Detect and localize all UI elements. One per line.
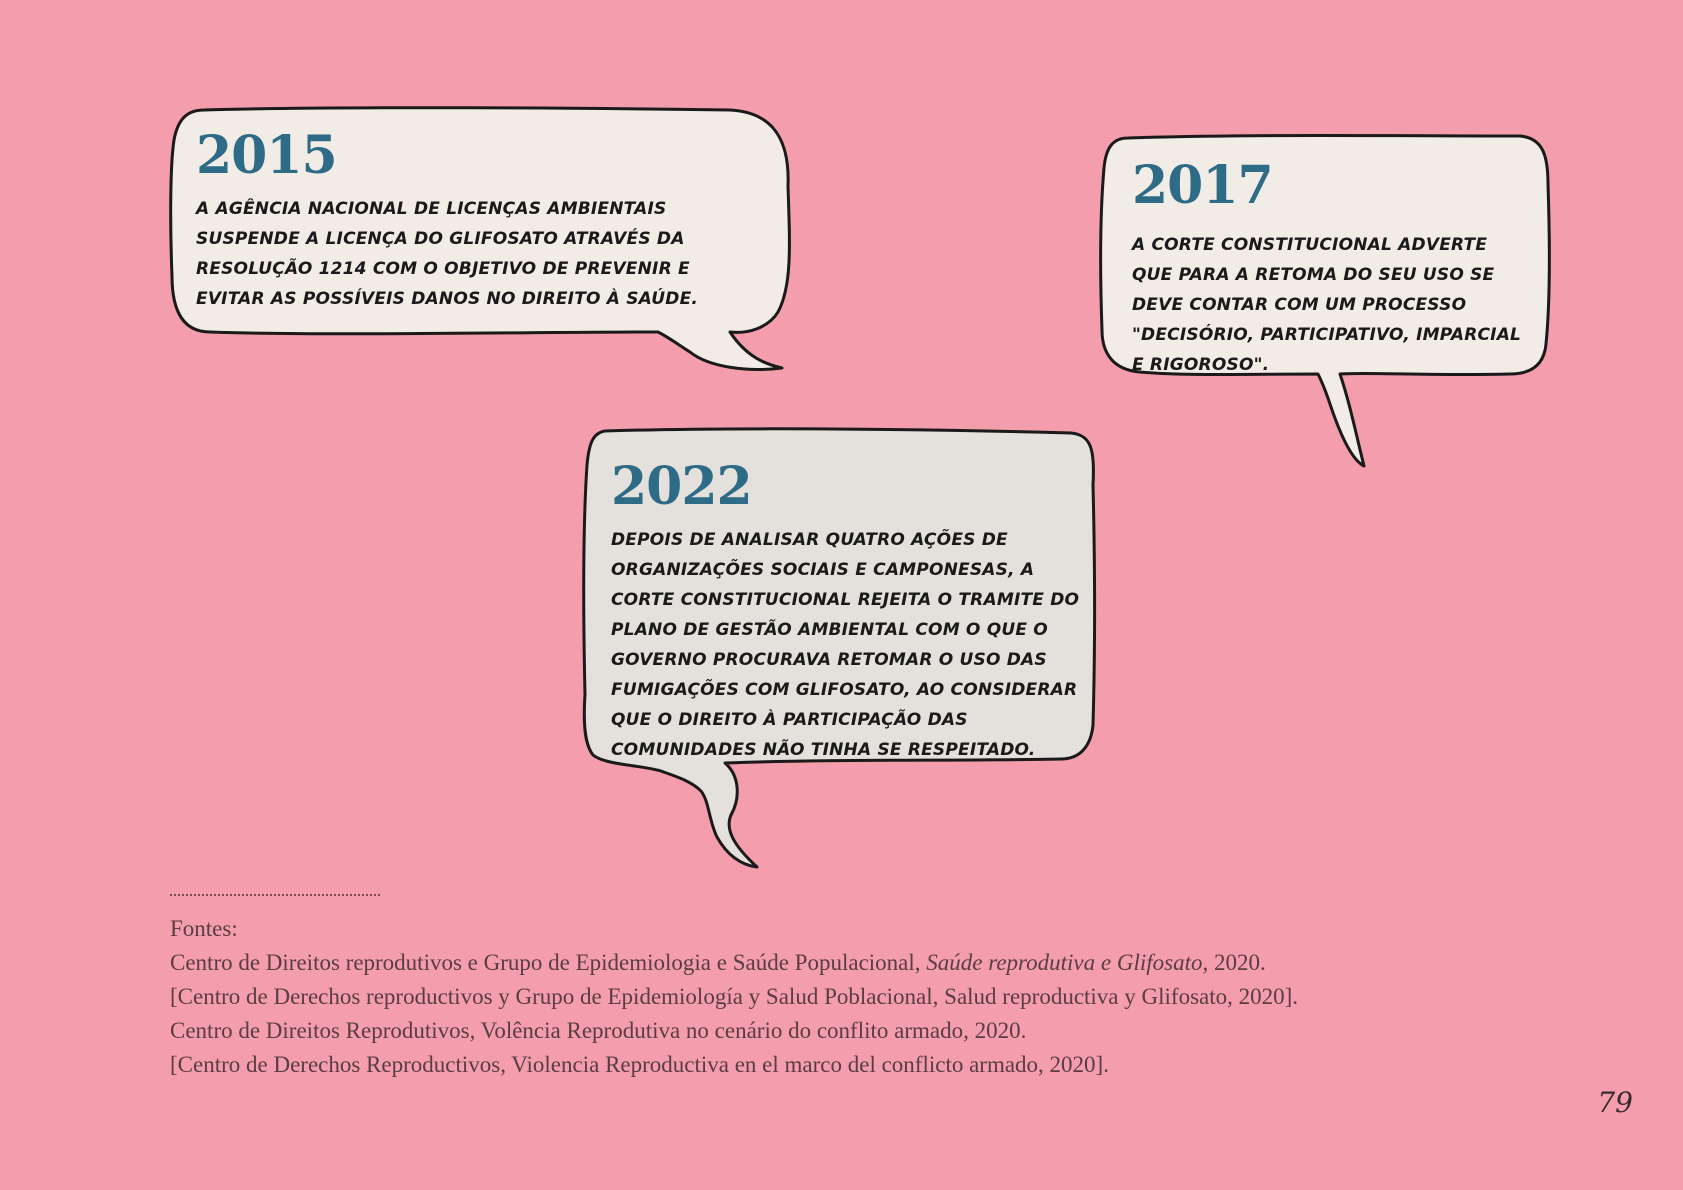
source-line-4: [Centro de Derechos Reproductivos, Violencia Reproductiva en el marco del conflicto armado, 2020]. [170, 1052, 1109, 1077]
source-line-1-suffix: , 2020. [1202, 950, 1266, 975]
source-line-2: [Centro de Derechos reproductivos y Grupo de Epidemiología y Salud Poblacional, Salud reproductiva y Glifosato, 2020]. [170, 984, 1299, 1009]
year-label: 2022 [611, 456, 752, 517]
year-label: 2015 [196, 125, 337, 186]
page-number: 79 [1597, 1086, 1633, 1119]
event-description: DEPOIS DE ANALISAR QUATRO AÇÕES DE ORGANIZAÇÕES SOCIAIS E CAMPONESAS, A CORTE CONSTITUCIONAL REJEITA O TRAMITE DO PLANO DE GESTÃO AMBIENTAL COM O QUE O GOVERNO PROCURAVA RETOMAR O USO DAS FUMIGAÇÕES COM GLIFOSATO, AO CONSIDERAR QUE O DIREITO À PARTICIPAÇÃO DAS COMUNIDADES NÃO TINHA SE RESPEITADO. [611, 530, 1080, 760]
timeline-bubble-2015 [170, 106, 790, 376]
year-label: 2017 [1132, 155, 1273, 216]
sources-section [170, 912, 1610, 1082]
timeline-bubble-2022 [581, 425, 1097, 885]
event-description: A CORTE CONSTITUCIONAL ADVERTE QUE PARA A RETOMA DO SEU USO SE DEVE CONTAR COM UM PROCESSO "DECISÓRIO, PARTICIPATIVO, IMPARCIAL E RIGOROSO". [1132, 235, 1522, 375]
timeline-bubble-2017 [1100, 134, 1552, 470]
sources-heading: Fontes: [170, 916, 238, 941]
source-line-3: Centro de Direitos Reprodutivos, Volência Reprodutiva no cenário do conflito armado, 2020. [170, 1018, 1027, 1043]
source-line-1 [170, 946, 1610, 980]
event-description: A AGÊNCIA NACIONAL DE LICENÇAS AMBIENTAIS SUSPENDE A LICENÇA DO GLIFOSATO ATRAVÉS DA RESOLUÇÃO 1214 COM O OBJETIVO DE PREVENIR E EVITAR AS POSSÍVEIS DANOS NO DIREITO À SAÚDE. [196, 199, 699, 309]
source-line-1-prefix: Centro de Direitos reprodutivos e Grupo de Epidemiologia e Saúde Populacional, [170, 950, 927, 975]
dotted-divider [170, 894, 380, 896]
source-line-1-title: Saúde reprodutiva e Glifosato [926, 950, 1203, 975]
